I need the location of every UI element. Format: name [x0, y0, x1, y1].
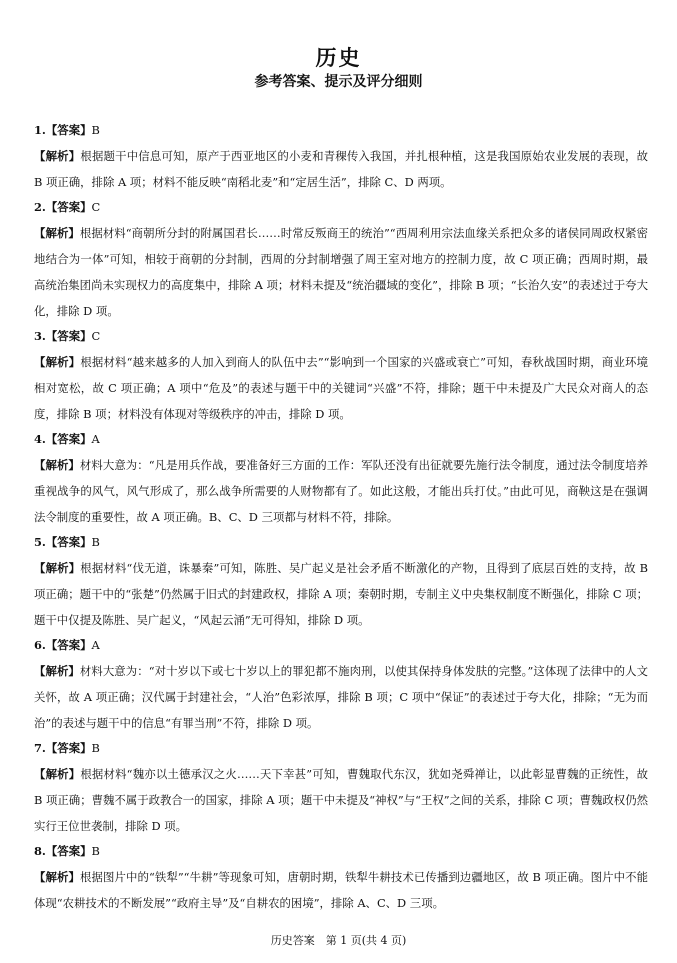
- analysis-paragraph: [34, 864, 648, 916]
- answer-item-1: [34, 120, 648, 195]
- analysis-tag: 【解析】: [34, 664, 80, 678]
- analysis-paragraph: [34, 143, 648, 195]
- answer-choice: B: [91, 123, 100, 137]
- answer-tag: 【答案】: [45, 200, 92, 214]
- answer-tag: 【答案】: [45, 123, 92, 137]
- answer-item-3: [34, 326, 648, 427]
- analysis-paragraph: [34, 349, 648, 427]
- answer-tag: 【答案】: [45, 432, 92, 446]
- question-number: 4.: [34, 432, 46, 446]
- analysis-tag: 【解析】: [34, 767, 81, 781]
- answer-item-7: [34, 738, 648, 839]
- page-title: 历史: [315, 46, 362, 70]
- page-footer: 历史答案 第 1 页(共 4 页): [270, 934, 407, 947]
- analysis-tag: 【解析】: [34, 870, 80, 884]
- analysis-paragraph: [34, 555, 648, 633]
- analysis-tag: 【解析】: [34, 149, 81, 163]
- analysis-paragraph: [34, 452, 648, 530]
- analysis-text: 根据题干中信息可知，原产于西亚地区的小麦和青稞传入我国，并扎根种植，这是我国原始农业发展的表现，故 B 项正确，排除 A 项；材料不能反映“南稻北麦”和“定居生活”，排除 C、D 两项。: [34, 149, 648, 189]
- analysis-tag: 【解析】: [34, 561, 81, 575]
- analysis-text: 材料大意为：“凡是用兵作战，要准备好三方面的工作：军队还没有出征就要先施行法令制度，通过法令制度培养重视战争的风气，风气形成了，那么战争所需要的人财物都有了。如此这般，才能出兵打仗。”由此可见，商鞅这是在强调法令制度的重要性，故 A 项正确。B、C、D 三项都与材料不符，排除。: [34, 458, 648, 524]
- answer-item-5: [34, 532, 648, 633]
- question-number: 8.: [34, 844, 46, 858]
- answer-tag: 【答案】: [45, 844, 92, 858]
- answer-choice: A: [91, 432, 100, 446]
- answer-tag: 【答案】: [45, 638, 92, 652]
- answer-item-4: [34, 429, 648, 530]
- analysis-paragraph: [34, 761, 648, 839]
- analysis-text: 根据图片中的“铁犁”“牛耕”等现象可知，唐朝时期，铁犁牛耕技术已传播到边疆地区，故 B 项正确。图片中不能体现“农耕技术的不断发展”“政府主导”及“自耕农的困境”，排除 A、C、D 三项。: [34, 870, 648, 910]
- analysis-tag: 【解析】: [34, 458, 80, 472]
- answer-line: [34, 635, 648, 655]
- answer-line: [34, 532, 648, 552]
- analysis-paragraph: [34, 220, 648, 324]
- question-number: 3.: [34, 329, 46, 343]
- answer-choice: B: [91, 741, 100, 755]
- question-number: 2.: [34, 200, 46, 214]
- question-number: 1.: [34, 123, 46, 137]
- analysis-tag: 【解析】: [34, 226, 80, 240]
- answer-tag: 【答案】: [45, 329, 92, 343]
- analysis-paragraph: [34, 658, 648, 736]
- analysis-text: 根据材料“越来越多的人加入到商人的队伍中去”“影响到一个国家的兴盛或衰亡”可知，春秋战国时期，商业环境相对宽松，故 C 项正确；A 项中“危及”的表述与题干中的关键词“兴盛”不符，排除；题干中未提及广大民众对商人的态度，排除 B 项；材料没有体现对等级秩序的冲击，排除 D 项。: [34, 355, 648, 421]
- answer-line: [34, 120, 648, 140]
- answer-line: [34, 738, 648, 758]
- answer-line: [34, 429, 648, 449]
- page-subtitle: 参考答案、提示及评分细则: [254, 74, 423, 90]
- answer-line: [34, 197, 648, 217]
- answer-choice: C: [91, 329, 101, 343]
- answer-item-8: [34, 841, 648, 916]
- answer-item-2: [34, 197, 648, 324]
- question-number: 6.: [34, 638, 46, 652]
- answer-item-6: [34, 635, 648, 736]
- answer-line: [34, 326, 648, 346]
- answer-choice: A: [91, 638, 100, 652]
- answer-line: [34, 841, 648, 861]
- question-number: 7.: [34, 741, 46, 755]
- analysis-text: 材料大意为：“对十岁以下或七十岁以上的罪犯都不施肉刑，以使其保持身体发肤的完整。”这体现了法律中的人文关怀，故 A 项正确；汉代属于封建社会，“人治”色彩浓厚，排除 B 项；C 项中“保证”的表述过于夸大化，排除；“无为而治”的表述与题干中的信息“有罪当刑”不符，排除 D 项。: [34, 664, 648, 730]
- answer-choice: B: [91, 844, 100, 858]
- answer-tag: 【答案】: [45, 741, 92, 755]
- analysis-tag: 【解析】: [34, 355, 81, 369]
- answer-choice: C: [91, 200, 101, 214]
- answer-list: [34, 120, 648, 918]
- analysis-text: 根据材料“商朝所分封的附属国君长……时常反叛商王的统治”“西周利用宗法血缘关系把众多的诸侯同周政权紧密地结合为一体”可知，相较于商朝的分封制，西周的分封制增强了周王室对地方的控制力度，故 C 项正确；西周时期，最高统治集团尚未实现权力的高度集中，排除 A 项；材料未提及“统治疆域的变化”，排除 B 项；“长治久安”的表述过于夸大化，排除 D 项。: [34, 226, 648, 318]
- answer-choice: B: [91, 535, 100, 549]
- analysis-text: 根据材料“伐无道，诛暴秦”可知，陈胜、吴广起义是社会矛盾不断激化的产物，且得到了底层百姓的支持，故 B 项正确；题干中的“张楚”仍然属于旧式的封建政权，排除 A 项；秦朝时期，专制主义中央集权制度不断强化，排除 C 项；题干中仅提及陈胜、吴广起义，“风起云涌”无可得知，排除 D 项。: [34, 561, 648, 627]
- question-number: 5.: [34, 535, 46, 549]
- answer-tag: 【答案】: [45, 535, 92, 549]
- analysis-text: 根据材料“魏亦以土德承汉之火……天下幸甚”可知，曹魏取代东汉，犹如尧舜禅让，以此彰显曹魏的正统性，故 B 项正确；曹魏不属于政教合一的国家，排除 A 项；题干中未提及“神权”与“王权”之间的关系，排除 C 项；曹魏政权仍然实行王位世袭制，排除 D 项。: [34, 767, 648, 833]
